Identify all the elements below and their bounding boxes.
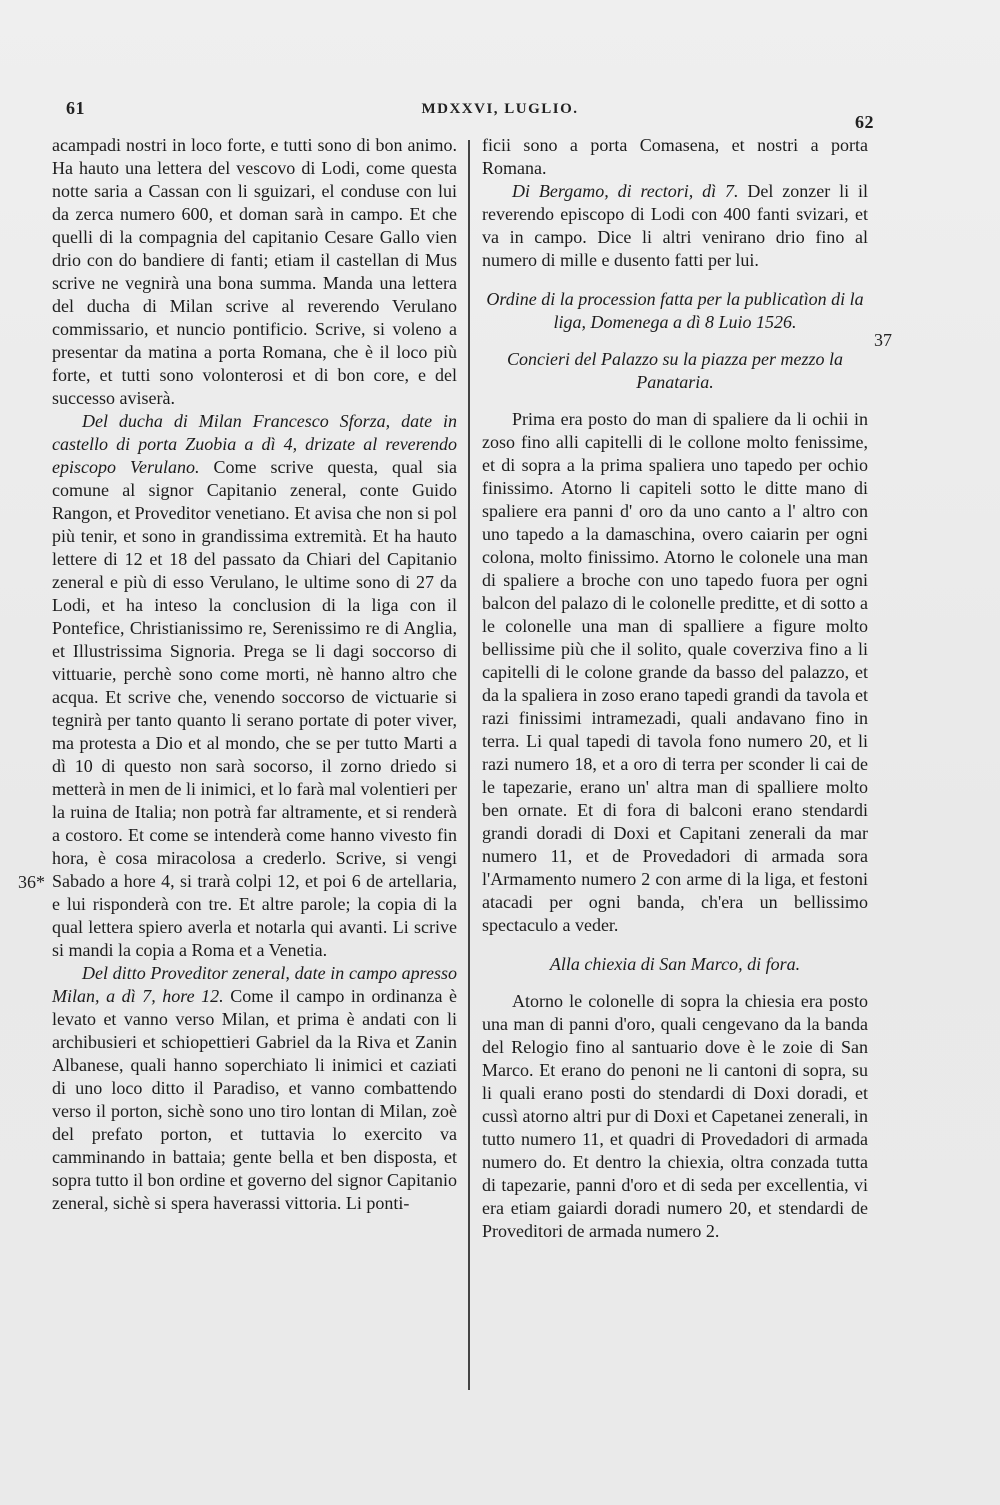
paragraph-text: Come il campo in ordinanza è levato et vanno verso Milan, et prima è andati con li archibusieri et schiopettieri Gabriel da la Riva et Zanin Albanese, quali hanno soperchiato li inimici et caziati di uno loco ditto il Paradiso, et vanno combattendo verso il porton, sichè sono uno tiro lontan di Milan, zoè del prefato porton, et tuttavia lo exercito va camminando in battaia; gente bella et ben disposta, et sopra tutto il bon ordine et governo del signor Capitanio zeneral, sichè si spera haverassi vittoria. Li ponti- [52, 986, 458, 1213]
paragraph: ficii sono a porta Comasena, et nostri a porta Romana. [482, 135, 868, 178]
margin-note-right: 37 [874, 330, 892, 350]
letter-heading: Del ditto Proveditor zeneral, date in campo apresso Milan, a dì 7, hore 12. [52, 963, 457, 1006]
page-number-right: 62 [855, 112, 874, 132]
section-heading: Alla chiexia di San Marco, di fora. [549, 954, 801, 974]
letter-heading: Di Bergamo, di rectori, dì 7. [512, 181, 739, 201]
section-heading: Concieri del Palazzo su la piazza per mezzo la Panataria. [507, 349, 843, 392]
right-column [482, 134, 868, 1243]
letter-heading: Del ducha di Milan Francesco Sforza, date in castello di porta Zuobia a dì 4, drizate al reverendo episcopo Verulano. [52, 411, 457, 477]
paragraph: acampadi nostri in loco forte, e tutti sono di bon animo. Ha hauto una lettera del vescovo di Lodi, come questa notte saria a Cassan con li sguizari, el conduse con lui da zerca numero 600, et doman sarà in campo. Et che quelli di la compagnia del capitanio Cesare Gallo vien drio con do bandiere di fanti; etiam il castellan di Mus scrive ne vegnirà una bona summa. Manda una lettera del ducha di Milan scrive al reverendo Verulano commissario, et nuncio pontificio. Scrive, si voleno a presentar da matina a porta Romana, che è il loco più forte, et tutti sono volonterosi et di bon core, e del successo aviserà. [52, 135, 457, 408]
running-head: MDXXVI, LUGLIO. [421, 101, 579, 117]
paragraph: Prima era posto do man di spaliere da li ochii in zoso fino alli capitelli di le collone molto fenissime, et di sopra a la prima spaliera uno tapedo per ochio finissimo. Atorno li capiteli sotto le ditte mano di spaliere era panni d' oro da uno canto a l' altro con uno tapedo a la damaschina, overo caiarin per ogni colona, molto finissimo. Atorno le colonele una man di spaliere a broche con uno tapedo fuora per ogni balcon del palazo di le colonelle preditte, et di sotto a le colonelle una man di spalliere a figure molto bellissime più che il solito, quale coverziva fino a li capitelli di le colone grande da basso del palazzo, et da la spaliera in zoso erano tapedi grandi da tavola et razi finissimi intramezadi, quali andavano fino in terra. Li qual tapedi di tavola fono numero 20, et li razi numero 18, et a oro di terra per sconder li cai de le tapezarie, erano un' altra man di spalliere molto ben ornate. Et di fora di balconi erano stendardi grandi doradi di Doxi et Capitani zenerali da mar numero 11, et de Provedadori di armada sora l'Armamento numero 2 con arme di la liga, et festoni atacadi per ogni banda, ch'era un bellissimo spectaculo a veder. [482, 409, 868, 935]
paragraph [52, 410, 457, 962]
page-number-left: 61 [66, 98, 85, 118]
paragraph [482, 180, 868, 272]
paragraph [52, 962, 457, 1215]
paragraph-text: Del zonzer li il reverendo episcopo di Lodi con 400 fanti svizari, et va in campo. Dice li altri venirano drio fino al numero di mille e dusento fatti per lui. [482, 181, 868, 270]
paragraph-text: Come scrive questa, qual sia comune al signor Capitanio zeneral, conte Guido Rangon, et Proveditor venetiano. Et avisa che non si pol più tenir, et sono in grandissima extremità. Et ha hauto lettere di 12 et 18 del passato da Chiari del Capitanio zeneral e più di esso Verulano, le ultime sono di 27 da Lodi, et ha inteso la conclusion di la liga con il Pontefice, Christianissimo re, Serenissimo re di Anglia, et Illustrissima Signoria. Prega se li dagi soccorso di vittuarie, perchè sono come morti, nè hanno altro che acqua. Et scrive che, venendo soccorso de victuarie si tegnirà per tanto quanto li serano portate di poter viver, ma protesta a Dio et al mondo, che se per tutto Marti a dì 10 di questo non sarà socorso, il zorno driedo si metterà in men de li inimici, et lo farà mal volentieri per la ruina de Italia; non potrà far altramente, et si renderà a costoro. Et come se intenderà come hanno vivesto fin hora, è cosa miracolosa a crederlo. Scrive, si vengi Sabado a hore 4, si trarà colpi 12, et poi 6 de artellaria, e lui risponderà con tre. Et altre parole; la copia di la qual lettera spiero averla et notarla qui avanti. Li scrive si mandi la copia a Roma et a Venetia. [52, 457, 457, 960]
column-divider [468, 140, 470, 1390]
section-heading: Ordine di la procession fatta per la publicatìon di la liga, Domenega a dì 8 Luio 1526. [486, 289, 864, 332]
margin-note-left: 36* [18, 872, 45, 892]
left-column [52, 134, 457, 1215]
paragraph: Atorno le colonelle di sopra la chiesia era posto una man di panni d'oro, quali cengevano da la banda del Relogio fino al santuario dove è le zoie di San Marco. Et erano do penoni ne li cantoni di sopra, su li quali erano posti do stendardi di Doxi doradi, et cussì atorno altri pur di Doxi et Capetanei zenerali, in tutto numero 11, et quadri di Provedadori di armada numero do. Et dentro la chiexia, oltra conzada tutta di tapezarie, panni d'oro et di seda per excellentia, vi era etiam gaiardi doradi numero 20, et stendardi de Proveditori de armada numero 2. [482, 991, 868, 1241]
